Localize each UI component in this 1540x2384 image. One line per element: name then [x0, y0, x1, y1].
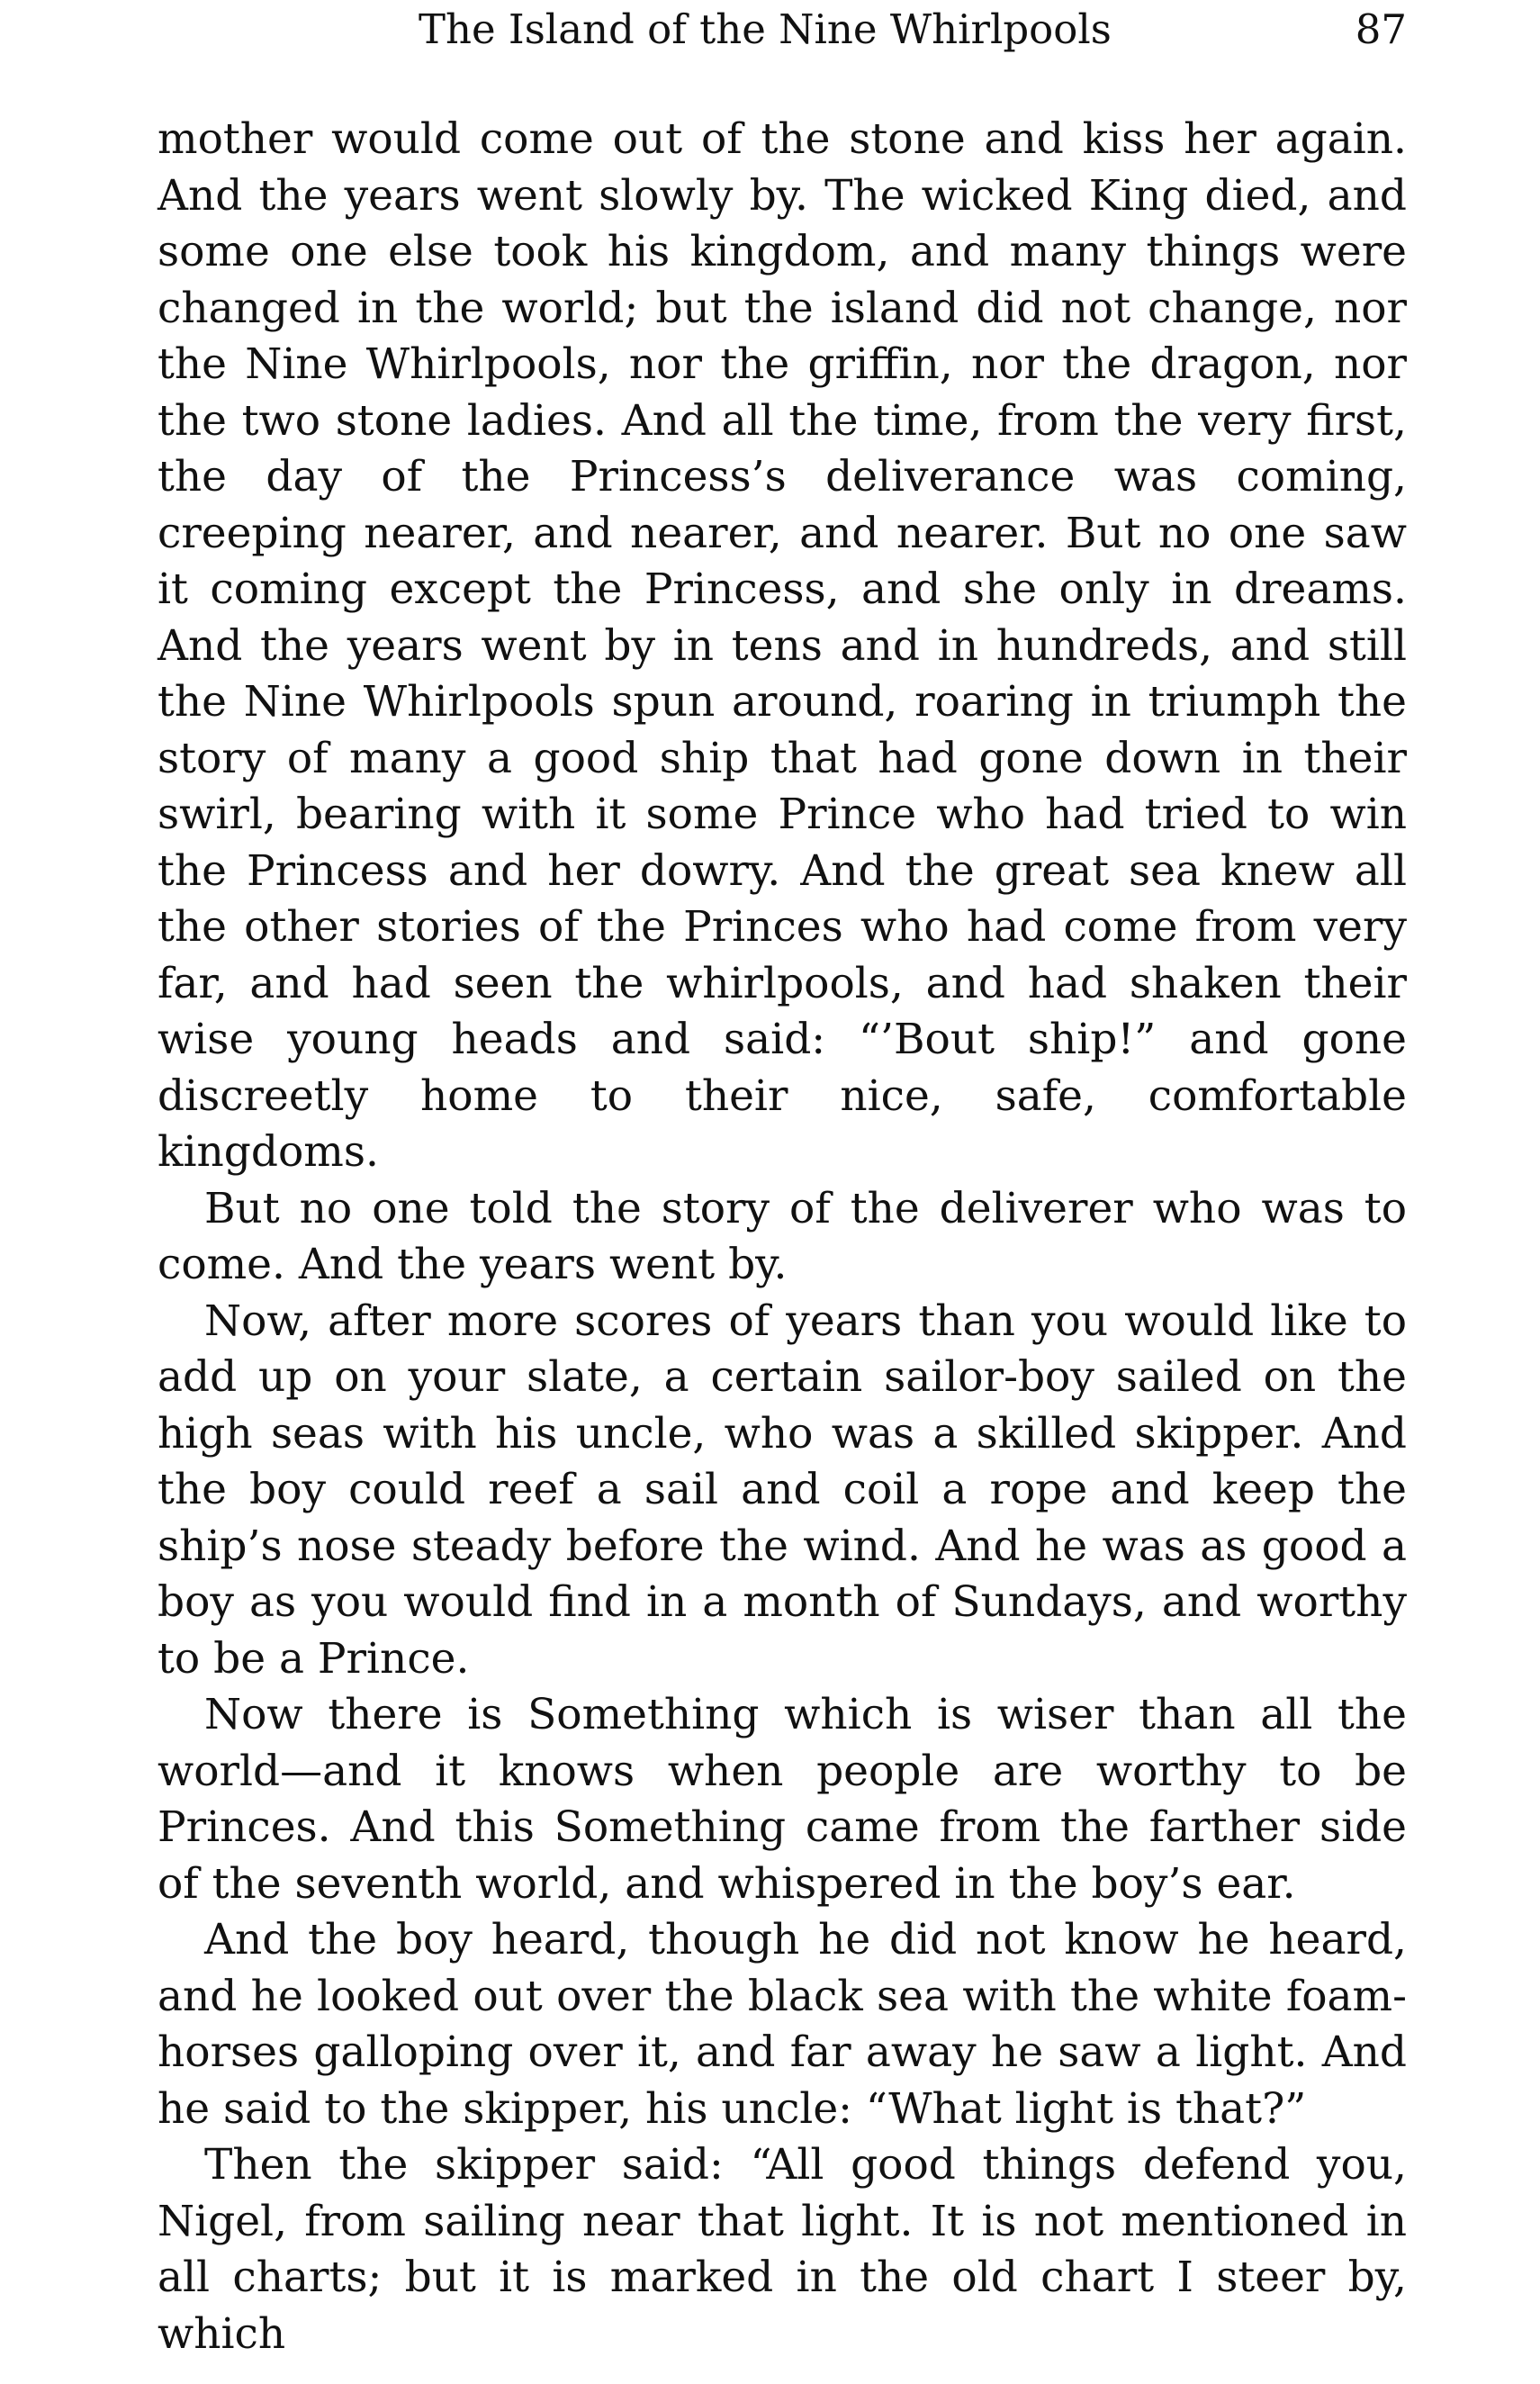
paragraph: Now there is Something which is wiser than all the world—and it knows when people are worthy to be Princes. And this Something came from the farther side of the seventh world, and whispered in the boy’s ear. [158, 1690, 1407, 1909]
page-number: 87 [1355, 5, 1407, 53]
paragraph: And the boy heard, though he did not know he heard, and he looked out over the black sea with the white foam-horses galloping over it, and far away he saw a light. And he said to the skipper, his uncle: “What light is that?” [158, 1915, 1407, 2134]
chapter-title: The Island of the Nine Whirlpools [419, 5, 1112, 53]
running-header [158, 0, 1407, 63]
paragraph: Then the skipper said: “All good things defend you, Nigel, from sailing near that light. It is not mentioned in all charts; but it is marked in the old chart I steer by, which [158, 2140, 1407, 2359]
paragraph: mother would come out of the stone and kiss her again. And the years went slowly by. The wicked King died, and some one else took his kingdom, and many things were changed in the world; but the island did not change, nor the Nine Whirlpools, nor the griffin, nor the dragon, nor the two stone ladies. And all the time, from the very first, the day of the Princess’s deliverance was coming, creeping nearer, and nearer, and nearer. But no one saw it coming except the Princess, and she only in dreams. And the years went by in tens and in hundreds, and still the Nine Whirlpools spun around, roaring in triumph the story of many a good ship that had gone down in their swirl, bearing with it some Prince who had tried to win the Princess and her dowry. And the great sea knew all the other stories of the Princes who had come from very far, and had seen the whirlpools, and had shaken their wise young heads and said: “’Bout ship!” and gone discreetly home to their nice, safe, comfortable kingdoms. [158, 114, 1407, 1177]
paragraph: But no one told the story of the deliverer who was to come. And the years went by. [158, 1183, 1407, 1289]
paragraph: Now, after more scores of years than you would like to add up on your slate, a certain sailor-boy sailed on the high seas with his uncle, who was a skilled skipper. And the boy could reef a sail and coil a rope and keep the ship’s nose steady before the wind. And he was as good a boy as you would find in a month of Sundays, and worthy to be a Prince. [158, 1296, 1407, 1684]
body-text [158, 112, 1407, 2362]
